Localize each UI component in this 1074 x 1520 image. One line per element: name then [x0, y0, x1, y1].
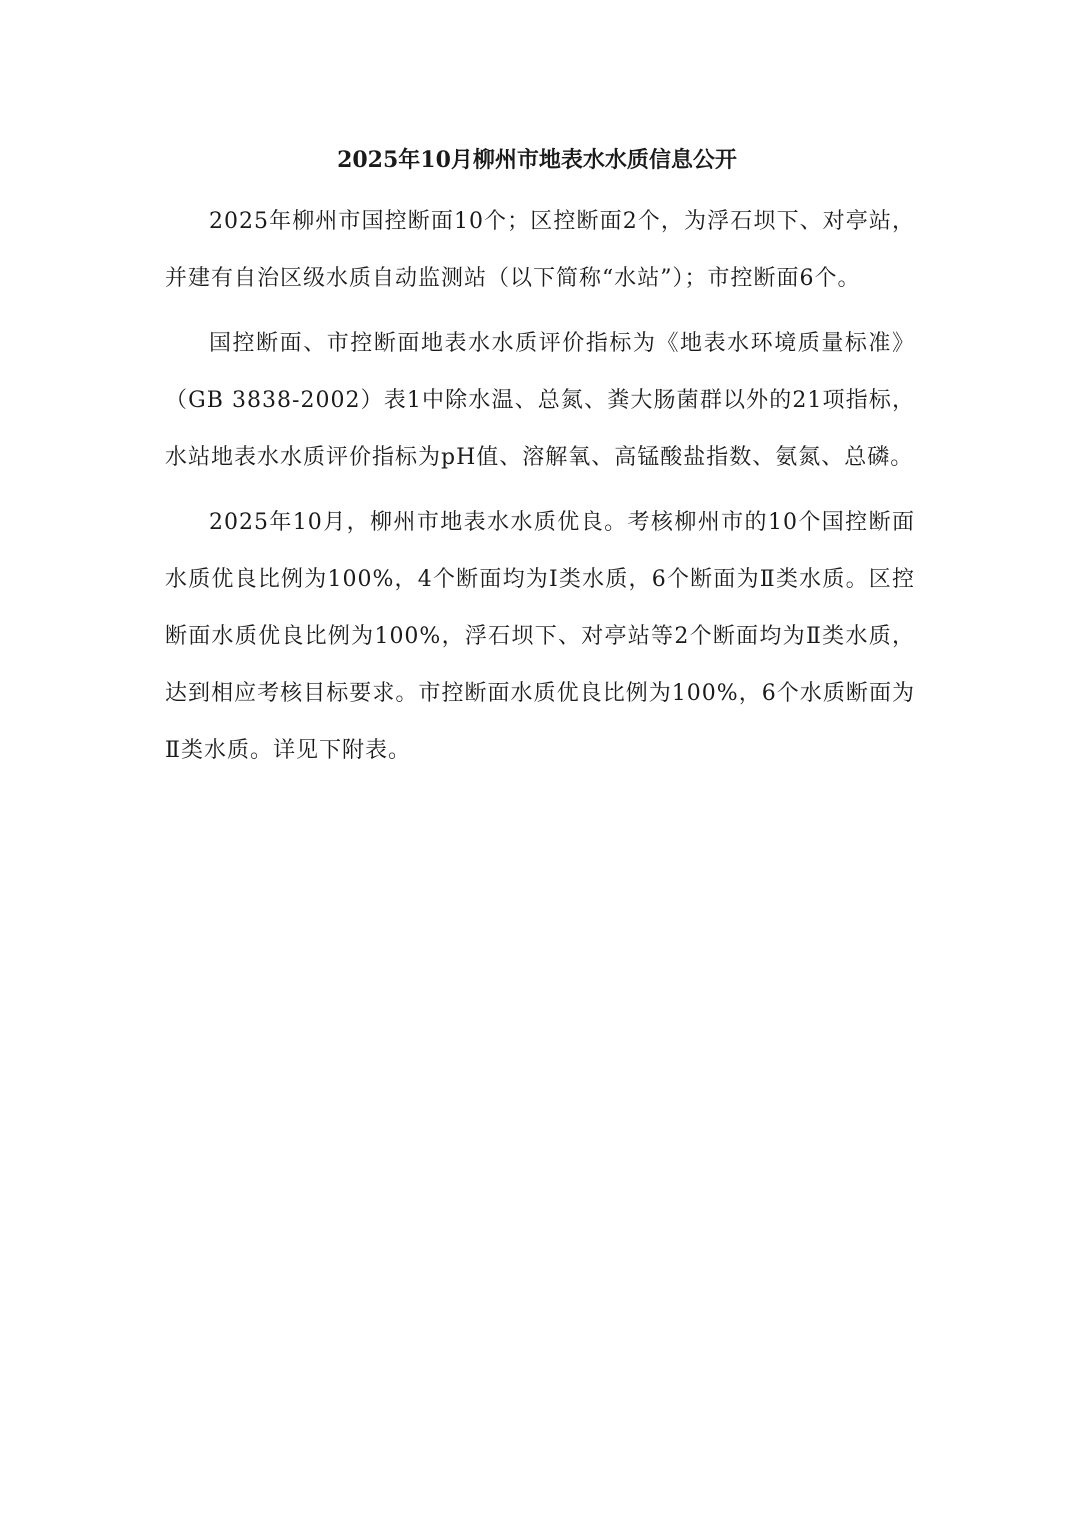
- paragraph-evaluation-indicators: 国控断面、市控断面地表水水质评价指标为《地表水环境质量标准》（GB 3838-2002）表1中除水温、总氮、粪大肠菌群以外的21项指标，水站地表水水质评价指标为pH值、溶解氧、高锰酸盐指数、氨氮、总磷。: [165, 331, 915, 470]
- paragraph-water-quality-results: 2025年10月，柳州市地表水水质优良。考核柳州市的10个国控断面水质优良比例为100%，4个断面均为Ⅰ类水质，6个断面为Ⅱ类水质。区控断面水质优良比例为100%，浮石坝下、对亭站等2个断面均为Ⅱ类水质，达到相应考核目标要求。市控断面水质优良比例为100%，6个水质断面为Ⅱ类水质。详见下附表。: [165, 510, 915, 763]
- document-title: 2025年10月柳州市地表水水质信息公开: [337, 147, 737, 173]
- paragraph-monitoring-sections: 2025年柳州市国控断面10个；区控断面2个，为浮石坝下、对亭站，并建有自治区级水质自动监测站（以下简称“水站”）；市控断面6个。: [165, 209, 915, 291]
- document-body: [165, 193, 915, 787]
